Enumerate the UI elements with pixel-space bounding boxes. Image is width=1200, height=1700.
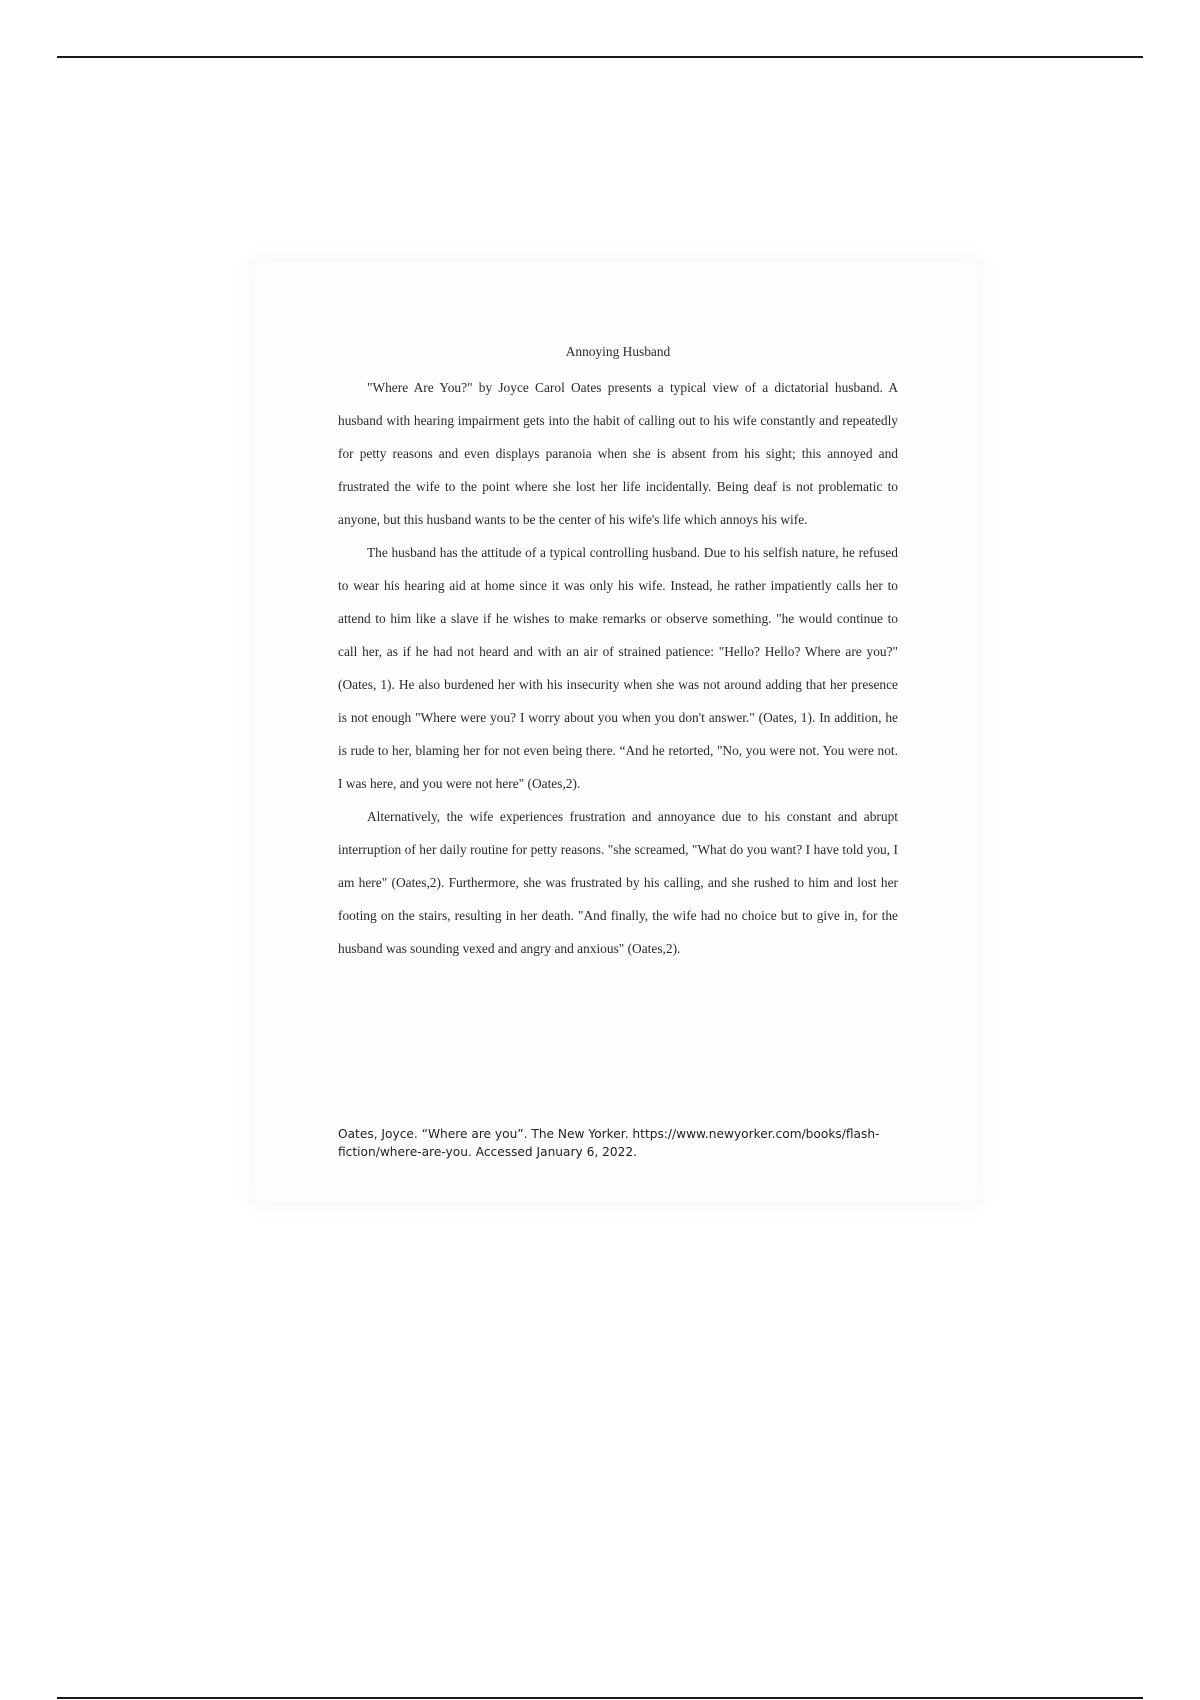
paragraph-2: The husband has the attitude of a typical controlling husband. Due to his selfish nature, he refused to wear his hearing aid at home since it was only his wife. Instead, he rather impatiently calls her to attend to him like a slave if he wishes to make remarks or observe something. "he would continue to call her, as if he had not heard and with an air of strained patience: "Hello? Hello? Where are you?" (Oates, 1). He also burdened her with his insecurity when she was not around adding that her presence is not enough "Where were you? I worry about you when you don't answer." (Oates, 1). In addition, he is rude to her, blaming her for not even being there. “And he retorted, "No, you were not. You were not. I was here, and you were not here" (Oates,2). bbox=[338, 545, 898, 791]
bottom-rule bbox=[57, 1697, 1143, 1699]
paragraph-1: "Where Are You?" by Joyce Carol Oates presents a typical view of a dictatorial husband. A husband with hearing impairment gets into the habit of calling out to his wife constantly and repeatedly for petty reasons and even displays paranoia when she is absent from his sight; this annoyed and frustrated the wife to the point where she lost her life incidentally. Being deaf is not problematic to anyone, but this husband wants to be the center of his wife's life which annoys his wife. bbox=[338, 380, 898, 527]
essay-body bbox=[338, 340, 898, 965]
paragraph-3: Alternatively, the wife experiences frustration and annoyance due to his constant and abrupt interruption of her daily routine for petty reasons. "she screamed, "What do you want? I have told you, I am here" (Oates,2). Furthermore, she was frustrated by his calling, and she rushed to him and lost her footing on the stairs, resulting in her death. "And finally, the wife had no choice but to give in, for the husband was sounding vexed and angry and anxious" (Oates,2). bbox=[338, 809, 898, 956]
essay-title: Annoying Husband bbox=[565, 344, 671, 359]
top-rule bbox=[57, 56, 1143, 58]
works-cited-entry: Oates, Joyce. “Where are you”. The New Yorker. https://www.newyorker.com/books/flash-fiction/where-are-you. Accessed January 6, 2022. bbox=[338, 1127, 880, 1159]
